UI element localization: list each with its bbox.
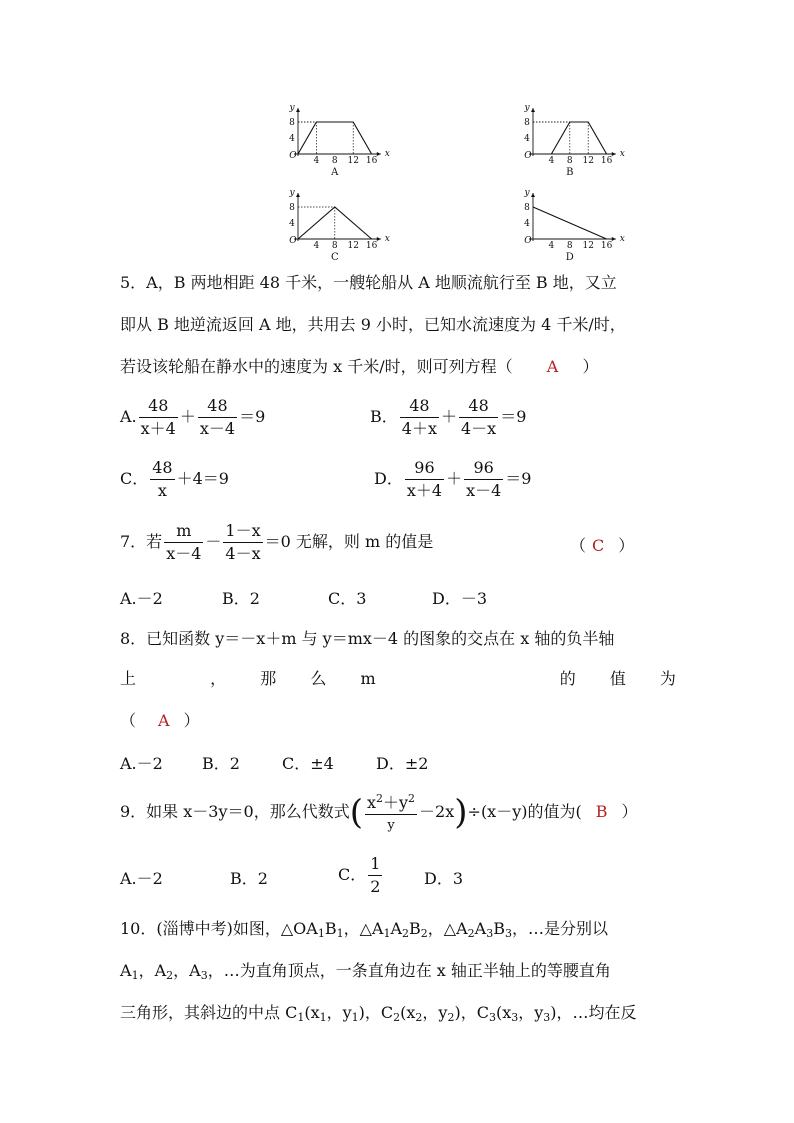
y-tick-label: 8 — [524, 203, 530, 213]
x-tick-label: 16 — [600, 156, 613, 166]
q5-answer: A — [546, 357, 559, 376]
close-paren: ） — [183, 711, 200, 730]
q8-option-a: A.－2 — [120, 754, 163, 773]
q8-option-b: B．2 — [202, 754, 240, 773]
fraction — [139, 396, 178, 439]
q5-close: ） — [582, 357, 599, 376]
q8-line2 — [120, 668, 676, 690]
sub: 1 — [131, 969, 139, 982]
t: B — [324, 919, 337, 938]
q5-option-b: B． $\frac{48}{4+x}$ ＋ $\frac{48}{4-x}$ ＝9 — [370, 396, 527, 438]
sub: 1 — [383, 927, 391, 940]
t: A — [120, 961, 132, 980]
graph-d — [515, 183, 625, 263]
sub: 1 — [297, 1011, 305, 1024]
sub: 2 — [166, 969, 174, 982]
x-tick-label: 4 — [313, 156, 320, 166]
q5-option-a-label: A. — [120, 407, 137, 426]
q7-answer: C — [592, 536, 605, 555]
q9-suffix: ÷(x－y)的值为( — [467, 802, 582, 821]
q8-line1: 8．已知函数 y＝－x＋m 与 y＝mx－4 的图象的交点在 x 轴的负半轴 — [120, 629, 615, 648]
denominator: y — [387, 818, 395, 833]
q7-answer-bracket — [570, 533, 634, 556]
q10-line2 — [120, 960, 611, 987]
x-axis-arrow — [377, 152, 381, 156]
x-tick-label: 12 — [347, 156, 359, 166]
t: (x — [400, 1003, 416, 1022]
numerator: 48 — [150, 458, 174, 480]
q5-stem: 若设该轮船在静水中的速度为 x 千米/时，则可列方程（ — [120, 357, 513, 376]
q10-line1 — [120, 918, 608, 945]
x-axis-label: x — [619, 149, 625, 159]
q5-line2: 即从 B 地逆流返回 A 地，共用去 9 小时，已知水流速度为 4 千米/时， — [120, 315, 626, 334]
exp: 2 — [376, 792, 383, 805]
numerator: 48 — [400, 396, 439, 418]
sub: 2 — [393, 1011, 401, 1024]
denominator: x－4 — [466, 481, 502, 500]
sub: 3 — [200, 969, 208, 982]
q7-option-d: D．－3 — [432, 589, 488, 608]
sub: 3 — [486, 927, 494, 940]
y-tick-label: 4 — [289, 134, 295, 144]
x-axis-arrow — [377, 237, 381, 241]
left-paren: ( — [349, 792, 363, 833]
graph-series-line — [533, 207, 607, 239]
q5-line3 — [120, 356, 599, 378]
x-tick-label: 16 — [365, 241, 378, 251]
q8-answer-line — [120, 710, 200, 732]
q7-stem: 7．若 $\frac{m}{x-4}$ － $\frac{1-x}{4-x}$ ＝0 无解，则 m 的值是 — [120, 521, 434, 563]
x-axis-arrow — [612, 152, 616, 156]
numerator: 48 — [139, 396, 178, 418]
q5-option-a: A. $\frac{48}{x+4}$ ＋ $\frac{48}{x-4}$ ＝9 — [120, 396, 266, 438]
y-tick-label: 4 — [289, 219, 295, 229]
numerator: 48 — [459, 396, 498, 418]
origin-label: O — [289, 236, 297, 246]
y-axis-label: y — [289, 103, 295, 113]
t: (x — [304, 1003, 320, 1022]
fraction — [164, 521, 203, 564]
minus-2x: －2x — [419, 802, 455, 821]
graph-option-label: B — [566, 167, 574, 178]
q9-stem — [120, 789, 638, 836]
fraction — [365, 789, 417, 836]
x-tick-label: 16 — [365, 156, 378, 166]
t: A — [474, 919, 487, 938]
sub: 1 — [317, 927, 325, 940]
graph-a — [280, 98, 390, 178]
q9-prefix: 9．如果 x－3y＝0，那么代数式 — [120, 802, 350, 821]
sub: 3 — [543, 1011, 551, 1024]
q8-char: 上 — [120, 669, 137, 688]
sub: 2 — [420, 927, 428, 940]
t: ，…为直角顶点，一条直角边在 x 轴正半轴上的等腰直角 — [207, 961, 611, 980]
fraction — [459, 396, 498, 439]
q9-option-d: D．3 — [424, 869, 464, 888]
t: 10．(淄博中考)如图，△OA — [120, 919, 318, 938]
q8-char: m — [360, 669, 376, 688]
open-paren: （ — [570, 536, 587, 555]
sub: 1 — [351, 1011, 359, 1024]
exp: 2 — [408, 792, 416, 805]
denominator: 4＋x — [401, 419, 437, 438]
q8-char: ， — [210, 669, 227, 688]
fraction — [198, 396, 237, 439]
q5-option-c-label: C． — [120, 469, 149, 488]
q8-option-d: D．±2 — [376, 754, 429, 773]
x-tick-label: 16 — [600, 241, 613, 251]
q7-option-b: B．2 — [222, 589, 260, 608]
denominator: x－4 — [199, 419, 236, 438]
right-paren: ) — [454, 792, 468, 833]
q7-suffix: ＝0 无解，则 m 的值是 — [264, 532, 434, 551]
t: B — [409, 919, 421, 938]
equals: ＝9 — [239, 407, 266, 426]
x-axis-label: x — [384, 234, 390, 244]
y-axis-arrow — [531, 108, 535, 112]
sub: 3 — [511, 1011, 519, 1024]
t: 三角形，其斜边的中点 C — [120, 1003, 298, 1022]
fraction — [464, 458, 503, 501]
plus-y: ＋y — [383, 793, 409, 812]
y-axis-label: y — [524, 188, 530, 198]
numerator — [365, 789, 417, 815]
y-axis-label: y — [289, 188, 295, 198]
denominator: 4－x — [225, 544, 261, 563]
q7-option-a: A.－2 — [120, 589, 163, 608]
sub: 3 — [488, 1011, 496, 1024]
y-axis-arrow — [531, 193, 535, 197]
var-x: x — [366, 793, 376, 812]
x-tick-label: 8 — [331, 156, 338, 166]
y-axis-arrow — [296, 108, 300, 112]
graph-series-line — [298, 122, 372, 154]
t: A — [390, 919, 403, 938]
graph-option-label: C — [330, 252, 339, 263]
q8-char: 么 — [310, 669, 327, 688]
denominator: 4－x — [461, 419, 497, 438]
denominator: x＋4 — [140, 419, 176, 438]
x-axis-arrow — [612, 237, 616, 241]
sub: 2 — [415, 1011, 423, 1024]
t: )，C — [454, 1003, 489, 1022]
equals: ＝9 — [505, 469, 532, 488]
denominator: 2 — [370, 877, 381, 896]
q8-char: 的 — [559, 669, 576, 688]
q8-char: 值 — [609, 669, 626, 688]
q9-option-c — [338, 854, 384, 897]
x-tick-label: 8 — [566, 241, 573, 251]
sub: 2 — [402, 927, 410, 940]
y-axis-label: y — [524, 103, 530, 113]
y-tick-label: 8 — [289, 118, 295, 128]
y-tick-label: 4 — [524, 219, 530, 229]
t: ，y — [326, 1003, 352, 1022]
x-axis-label: x — [619, 234, 625, 244]
q8-char: 为 — [659, 669, 676, 688]
y-tick-label: 8 — [289, 203, 295, 213]
denominator: x－4 — [166, 544, 202, 563]
x-tick-label: 4 — [313, 241, 320, 251]
fraction — [150, 458, 174, 501]
graph-option-label: D — [565, 252, 574, 263]
graph-series-line — [551, 122, 606, 154]
q5-option-d: D． $\frac{96}{x+4}$ ＋ $\frac{96}{x-4}$ ＝9 — [374, 458, 532, 500]
q7-prefix: 7．若 — [120, 532, 163, 551]
graph-option-label: A — [331, 167, 339, 178]
close-paren: ） — [618, 536, 635, 555]
t: )，…均在反 — [550, 1003, 637, 1022]
sub: 1 — [319, 1011, 327, 1024]
y-tick-label: 4 — [524, 134, 530, 144]
q9-answer: B — [595, 802, 608, 821]
sub: 2 — [447, 1011, 455, 1024]
open-paren: （ — [120, 711, 137, 730]
graph-b — [515, 98, 625, 178]
close-paren: ） — [621, 802, 638, 821]
equals: ＝9 — [500, 407, 527, 426]
sub: 3 — [505, 927, 512, 940]
sub: 2 — [467, 927, 475, 940]
graph-c — [280, 183, 390, 263]
t: ，y — [518, 1003, 544, 1022]
q5-line1: 5．A，B 两地相距 48 千米，一艘轮船从 A 地顺流航行至 B 地，又立 — [120, 273, 617, 292]
fraction — [405, 458, 444, 501]
x-axis-label: x — [384, 149, 390, 159]
t: (x — [495, 1003, 512, 1022]
x-tick-label: 12 — [582, 241, 594, 251]
fraction — [400, 396, 439, 439]
x-tick-label: 12 — [582, 156, 594, 166]
t: ，△A — [427, 919, 468, 938]
x-tick-label: 4 — [548, 241, 555, 251]
q9-option-c-label: C． — [338, 865, 367, 884]
equals: ＋4＝9 — [176, 469, 229, 488]
t: ，A — [173, 961, 201, 980]
origin-label: O — [524, 151, 532, 161]
denominator: x＋4 — [406, 481, 443, 500]
q5-option-b-label: B． — [370, 407, 398, 426]
numerator: 1 — [368, 854, 382, 876]
t: ，△A — [343, 919, 384, 938]
t: ，A — [138, 961, 167, 980]
q10-line3 — [120, 1002, 637, 1029]
numerator: 48 — [198, 396, 237, 418]
q8-option-c: C．±4 — [282, 754, 334, 773]
q9-option-a: A.－2 — [120, 869, 163, 888]
t: ，y — [422, 1003, 448, 1022]
x-tick-label: 8 — [331, 241, 338, 251]
q5-option-c — [120, 458, 229, 501]
origin-label: O — [289, 151, 297, 161]
q5-option-d-label: D． — [374, 469, 403, 488]
fraction — [223, 521, 262, 564]
x-tick-label: 8 — [566, 156, 573, 166]
t: B — [493, 919, 505, 938]
numerator: m — [164, 521, 203, 543]
y-axis-arrow — [296, 193, 300, 197]
q9-option-b: B．2 — [230, 869, 268, 888]
fraction — [368, 854, 382, 897]
x-tick-label: 12 — [347, 241, 359, 251]
numerator: 1－x — [223, 521, 262, 543]
t: )，C — [358, 1003, 394, 1022]
q7-option-c: C．3 — [328, 589, 367, 608]
numerator: 96 — [405, 458, 444, 480]
x-tick-label: 4 — [548, 156, 555, 166]
sub: 1 — [336, 927, 344, 940]
q8-char: 那 — [260, 669, 277, 688]
y-tick-label: 8 — [524, 118, 530, 128]
numerator: 96 — [464, 458, 503, 480]
origin-label: O — [524, 236, 532, 246]
q8-answer: A — [158, 711, 170, 730]
denominator: x — [157, 481, 167, 500]
t: ，…是分别以 — [512, 919, 609, 938]
